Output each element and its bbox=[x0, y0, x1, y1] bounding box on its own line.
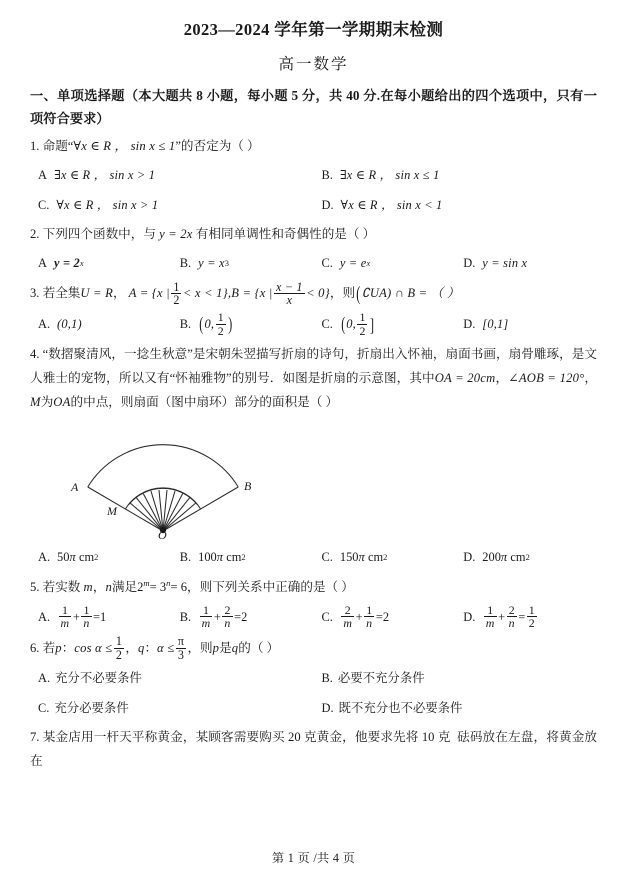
option-4-a-label: A. bbox=[38, 549, 51, 564]
option-2-b-label: B. bbox=[179, 255, 192, 270]
opt5c-n1: 2 bbox=[341, 604, 354, 618]
option-3-b-den: 2 bbox=[217, 323, 224, 338]
opt5b-d2: n bbox=[224, 616, 231, 631]
question-6-stem-d: 的（ ） bbox=[238, 640, 280, 655]
option-3-b-label: B. bbox=[179, 317, 192, 332]
option-1-b-text: ∃x ∈ R ， sin x ≤ 1 bbox=[339, 168, 440, 183]
question-1-stem-math: ∀x ∈ R ， sin x ≤ 1 bbox=[73, 139, 176, 154]
question-5-var-n: n bbox=[105, 580, 112, 595]
question-6-p: p bbox=[55, 640, 62, 655]
question-7-number: 7. bbox=[30, 730, 40, 745]
option-6-b-text: 必要不充分条件 bbox=[337, 671, 425, 686]
option-3-c-open: ( bbox=[341, 314, 346, 336]
option-3-c-left: 0, bbox=[346, 317, 356, 332]
option-6-a[interactable] bbox=[30, 666, 314, 691]
option-2-d[interactable] bbox=[455, 251, 597, 276]
question-6-stem-c: 是 bbox=[219, 640, 232, 655]
option-1-d[interactable] bbox=[314, 193, 598, 218]
opt5d-n2: 2 bbox=[507, 604, 517, 618]
question-6-p2: p bbox=[212, 640, 220, 655]
option-3-b-left: 0, bbox=[204, 317, 215, 332]
option-5-b-frac2 bbox=[222, 604, 232, 630]
option-3-c-close: ] bbox=[369, 314, 375, 335]
option-6-a-label: A. bbox=[38, 671, 51, 686]
fig-label-m: M bbox=[107, 503, 117, 518]
option-2-a-exp: x bbox=[79, 257, 84, 268]
q6-q-num: π bbox=[177, 633, 184, 648]
question-4-sep: ， bbox=[495, 371, 509, 386]
question-6-sep: ， bbox=[125, 640, 138, 655]
question-2-number: 2. bbox=[30, 226, 40, 241]
question-5-number: 5. bbox=[30, 580, 40, 595]
page-footer: 第 1 页 /共 4 页 bbox=[271, 851, 356, 865]
opt5a-n1: 1 bbox=[59, 604, 72, 618]
option-5-d-frac2 bbox=[507, 604, 517, 630]
question-7-stem-b: 克黄金，他要求先将 bbox=[303, 730, 419, 745]
option-2-a-base: y = 2 bbox=[53, 255, 80, 270]
opt5b-n2: 2 bbox=[222, 604, 232, 618]
opt5b-rhs: 2 bbox=[241, 609, 248, 624]
option-6-c-label: C. bbox=[38, 700, 50, 715]
fig-label-a: A bbox=[71, 479, 79, 494]
question-6-alpha: α ≤ bbox=[157, 640, 175, 655]
question-5-exp1: m bbox=[143, 578, 150, 589]
option-3-c[interactable] bbox=[314, 312, 456, 338]
question-4-point-m: M bbox=[30, 394, 41, 409]
question-3-frac-b bbox=[274, 281, 305, 308]
option-5-c-frac1 bbox=[341, 604, 354, 630]
question-3-stem-a: 若全集 bbox=[42, 286, 81, 301]
question-1-stem-post: 的否定为（ ） bbox=[180, 139, 260, 154]
option-4-a-coef: 50 bbox=[57, 549, 70, 564]
opt5a-d1: m bbox=[60, 616, 70, 631]
question-6-stem-a: 若 bbox=[42, 640, 56, 655]
question-6-frac-q bbox=[176, 635, 186, 662]
question-3-set-a-open: A = {x | bbox=[128, 286, 170, 301]
option-4-d[interactable]: D. 200 π cm 2 bbox=[455, 545, 597, 570]
question-3 bbox=[30, 281, 597, 338]
frac-a-den: 2 bbox=[173, 293, 180, 308]
quote-open: “ bbox=[67, 139, 74, 154]
option-6-b[interactable] bbox=[314, 666, 598, 691]
opt5b-n1: 1 bbox=[200, 604, 213, 618]
option-5-d-frac3 bbox=[527, 604, 537, 630]
question-4-angle: ∠AOB = 120° bbox=[508, 371, 585, 386]
paren-open-icon: ( bbox=[356, 283, 361, 305]
question-6 bbox=[30, 633, 597, 721]
opt5d-rhs-d: 2 bbox=[528, 616, 535, 631]
question-1 bbox=[30, 135, 597, 218]
question-4-line3-d: 的中点，则扇面（图中扇环）部分的面积是（ ） bbox=[70, 394, 339, 409]
option-4-a-exp: 2 bbox=[94, 551, 99, 562]
option-4-d-coef: 200 bbox=[482, 549, 501, 564]
option-3-a[interactable] bbox=[30, 312, 172, 338]
question-4-line3-b: 为 bbox=[40, 394, 54, 409]
option-5-b-frac1 bbox=[200, 604, 213, 630]
frac-b-den: x bbox=[286, 293, 293, 308]
option-3-c-frac bbox=[357, 311, 367, 337]
question-7-value-1: 20 bbox=[288, 730, 301, 745]
option-1-a[interactable] bbox=[30, 163, 314, 188]
option-4-c[interactable]: C. 150 π cm 2 bbox=[314, 545, 456, 570]
option-4-b-exp: 2 bbox=[241, 551, 246, 562]
option-1-c[interactable] bbox=[30, 193, 314, 218]
opt5d-d1: m bbox=[485, 616, 495, 631]
option-5-b-label: B. bbox=[179, 609, 192, 624]
question-6-colon2: ： bbox=[144, 640, 158, 655]
question-3-universe: U = R bbox=[80, 286, 113, 301]
question-3-then: ，则 bbox=[329, 286, 356, 301]
option-4-c-coef: 150 bbox=[339, 549, 359, 564]
question-3-options bbox=[30, 312, 597, 338]
option-2-c[interactable] bbox=[314, 251, 456, 276]
frac-a-num: 1 bbox=[173, 279, 180, 294]
option-4-d-exp: 2 bbox=[525, 551, 530, 562]
option-2-b[interactable] bbox=[172, 251, 314, 276]
fan-diagram bbox=[30, 427, 597, 539]
question-4-line2-a: 人雅士的宠物，所以又有“怀袖雅物”的别号．如图是折扇的示意图，其中 bbox=[30, 371, 435, 386]
option-4-d-unit: cm bbox=[510, 549, 526, 564]
option-5-c[interactable]: C. $\frac{2}{m}$ + $\frac{1}{n}$ = 2 bbox=[321, 602, 390, 631]
fan-diagram-svg bbox=[38, 427, 288, 539]
question-4-line1: “数摺聚清风，一捻生秋意”是宋朝朱翌描写折扇的诗句，折扇出入怀袖，扇面书画，扇骨雕琢，是文 bbox=[42, 347, 597, 362]
option-5-d[interactable]: D. $\frac{1}{m}$ + $\frac{2}{n}$ = $\frac{1}{2}$ bbox=[463, 602, 535, 631]
question-6-colon1: ： bbox=[61, 640, 75, 655]
option-2-a[interactable] bbox=[30, 251, 172, 276]
question-5 bbox=[30, 575, 597, 630]
question-2-options bbox=[30, 251, 597, 276]
question-1-stem bbox=[30, 135, 597, 159]
option-5-c-label: C. bbox=[321, 609, 333, 624]
option-5-a-frac2 bbox=[81, 604, 91, 630]
option-5-a-frac1 bbox=[59, 604, 72, 630]
option-3-b-num: 1 bbox=[217, 310, 224, 325]
option-1-d-text: ∀x ∈ R ， sin x < 1 bbox=[340, 197, 443, 212]
question-6-q: q bbox=[137, 640, 145, 655]
question-6-options-2 bbox=[30, 696, 597, 721]
q6-p-num: 1 bbox=[115, 633, 122, 648]
option-4-c-exp: 2 bbox=[383, 551, 388, 562]
opt5a-rhs: 1 bbox=[100, 609, 107, 624]
question-7-stem-d: 砝码放在左盘，将黄金放在 bbox=[30, 730, 598, 769]
q6-q-den: 3 bbox=[177, 647, 184, 662]
question-4 bbox=[30, 343, 597, 570]
opt5c-n2: 1 bbox=[364, 604, 374, 618]
opt5a-d2: n bbox=[83, 616, 90, 631]
option-2-b-exp: 3 bbox=[224, 257, 229, 268]
option-1-a-label: A bbox=[38, 168, 47, 183]
option-2-c-label: C. bbox=[321, 255, 333, 270]
opt5a-n2: 1 bbox=[81, 604, 91, 618]
option-5-d-frac1 bbox=[484, 604, 497, 630]
option-5-b[interactable]: B. $\frac{1}{m}$ + $\frac{2}{n}$ = 2 bbox=[179, 602, 248, 631]
question-7-stem-a: 某金店用一杆天平称黄金，某顾客需要购买 bbox=[42, 730, 285, 745]
question-3-sep1: ， bbox=[112, 286, 126, 301]
option-3-a-text: (0,1) bbox=[57, 317, 82, 332]
option-3-d-text: [0,1] bbox=[482, 317, 509, 332]
question-2-stem-b: 有相同单调性和奇偶性的是（ ） bbox=[195, 226, 376, 241]
question-5-stem-b: 满足 bbox=[111, 580, 138, 595]
option-4-a-unit: cm bbox=[78, 549, 95, 564]
option-5-a-label: A. bbox=[38, 609, 51, 624]
option-1-c-label: C. bbox=[38, 197, 50, 212]
question-4-options bbox=[30, 545, 597, 570]
question-3-set-b-close: < 0} bbox=[306, 286, 330, 301]
option-6-c-text: 充分必要条件 bbox=[54, 700, 129, 715]
option-4-d-label: D. bbox=[463, 549, 476, 564]
question-7-value-2: 10 bbox=[421, 730, 435, 745]
question-5-stem bbox=[30, 575, 597, 600]
option-2-c-base: y = e bbox=[339, 255, 367, 270]
option-2-d-base: y = sin x bbox=[482, 255, 528, 270]
question-3-expr: ∁UA) ∩ B = （ ） bbox=[361, 286, 460, 301]
option-4-a[interactable]: A. 50 π cm 2 bbox=[30, 545, 172, 570]
opt5c-rhs: 2 bbox=[382, 609, 390, 624]
subject-title: 高一数学 bbox=[278, 55, 349, 73]
opt5b-d1: m bbox=[201, 616, 211, 631]
option-3-c-den: 2 bbox=[359, 323, 366, 338]
option-3-b-frac bbox=[216, 311, 226, 337]
option-4-b-label: B. bbox=[179, 549, 192, 564]
option-6-d-label: D. bbox=[321, 700, 334, 715]
page-title: 2023—2024 学年第一学期期末检测 bbox=[183, 20, 444, 39]
question-1-stem-pre: 命题 bbox=[42, 139, 68, 154]
question-5-options bbox=[30, 604, 597, 630]
option-1-c-text: ∀x ∈ R ， sin x > 1 bbox=[56, 197, 159, 212]
question-4-segment-oa: OA bbox=[53, 394, 71, 409]
question-7-stem bbox=[30, 726, 597, 774]
option-2-d-label: D. bbox=[463, 255, 476, 270]
question-2 bbox=[30, 223, 597, 276]
fig-label-o: O bbox=[158, 527, 167, 539]
option-4-c-unit: cm bbox=[368, 549, 384, 564]
option-3-d-label: D. bbox=[463, 317, 476, 332]
question-5-stem-c: ，则下列关系中正确的是（ ） bbox=[187, 580, 354, 595]
question-3-frac-a bbox=[171, 281, 181, 308]
option-3-c-label: C. bbox=[321, 317, 333, 332]
option-5-c-frac2 bbox=[364, 604, 374, 630]
option-4-b-unit: cm bbox=[226, 549, 242, 564]
question-2-stem-math: y = 2x bbox=[159, 226, 193, 241]
option-1-d-label: D. bbox=[321, 197, 334, 212]
question-3-number: 3. bbox=[30, 286, 40, 301]
option-6-c[interactable] bbox=[30, 696, 314, 721]
option-4-b[interactable]: B. 100 π cm 2 bbox=[172, 545, 314, 570]
option-1-b[interactable] bbox=[314, 163, 598, 188]
question-6-frac-p bbox=[114, 635, 124, 662]
question-6-options bbox=[30, 666, 597, 691]
question-3-set-b-open: B = {x | bbox=[231, 286, 273, 301]
question-4-number: 4. bbox=[30, 347, 40, 362]
question-4-sep2: ， bbox=[584, 371, 598, 386]
opt5d-d2: n bbox=[508, 616, 515, 631]
option-6-d-text: 既不充分也不必要条件 bbox=[338, 700, 463, 715]
question-7-stem-c: 克 bbox=[437, 730, 451, 745]
option-4-c-label: C. bbox=[321, 549, 333, 564]
option-3-b-open: ( bbox=[199, 314, 204, 336]
question-5-eq-mid: = 3 bbox=[149, 580, 167, 595]
question-1-options bbox=[30, 163, 597, 188]
question-4-stem bbox=[30, 343, 597, 415]
question-5-exp2: n bbox=[166, 578, 171, 589]
option-4-b-coef: 100 bbox=[198, 549, 217, 564]
question-4-oa: OA = 20cm bbox=[434, 371, 496, 386]
question-3-stem bbox=[30, 281, 597, 308]
q6-p-den: 2 bbox=[115, 647, 122, 662]
question-3-set-a-close: < x < 1}, bbox=[182, 286, 232, 301]
frac-b-num: x − 1 bbox=[276, 279, 303, 294]
option-3-b-close: ) bbox=[228, 314, 233, 336]
question-5-base1: 2 bbox=[137, 580, 144, 595]
question-6-cos: cos α ≤ bbox=[74, 640, 113, 655]
question-6-q2: q bbox=[231, 640, 239, 655]
question-5-eq-end: = 6 bbox=[170, 580, 188, 595]
question-5-stem-a: 若实数 bbox=[42, 580, 81, 595]
question-2-stem-a: 下列四个函数中，与 bbox=[42, 226, 156, 241]
option-3-a-label: A. bbox=[38, 317, 51, 332]
option-2-a-label: A bbox=[38, 255, 47, 270]
question-2-stem bbox=[30, 223, 597, 247]
outer-arc bbox=[88, 445, 238, 487]
option-1-b-label: B. bbox=[321, 168, 333, 183]
option-2-c-exp: x bbox=[366, 257, 371, 268]
opt5c-d2: n bbox=[366, 616, 373, 631]
quote-close: ” bbox=[175, 139, 181, 154]
opt5c-d1: m bbox=[343, 616, 353, 631]
option-5-d-label: D. bbox=[463, 609, 476, 624]
option-1-a-text: ∃x ∈ R ， sin x > 1 bbox=[53, 168, 156, 183]
option-6-a-text: 充分不必要条件 bbox=[55, 671, 142, 686]
opt5d-rhs-n: 1 bbox=[528, 602, 535, 617]
option-6-b-label: B. bbox=[321, 671, 333, 686]
question-6-stem-b: ，则 bbox=[187, 640, 213, 655]
question-5-var-m: m bbox=[83, 580, 93, 595]
question-7 bbox=[30, 726, 597, 774]
question-6-number: 6. bbox=[30, 640, 40, 655]
option-6-d[interactable] bbox=[314, 696, 598, 721]
opt5d-n1: 1 bbox=[484, 604, 497, 618]
option-5-a[interactable]: A. $\frac{1}{m}$ + $\frac{1}{n}$ = 1 bbox=[38, 602, 107, 631]
question-1-number: 1. bbox=[30, 139, 40, 154]
option-2-b-base: y = x bbox=[198, 255, 225, 270]
section-instruction: 一、单项选择题（本大题共 8 小题，每小题 5 分，共 40 分.在每小题给出的四个选项中，只有一项符合要求） bbox=[30, 88, 597, 127]
question-1-options-2 bbox=[30, 193, 597, 218]
question-6-stem bbox=[30, 633, 597, 663]
option-3-d[interactable] bbox=[455, 312, 597, 338]
option-3-c-num: 1 bbox=[359, 310, 366, 325]
question-5-comma: ， bbox=[92, 580, 106, 595]
fig-label-b: B bbox=[244, 478, 252, 493]
option-3-b[interactable] bbox=[172, 312, 314, 338]
